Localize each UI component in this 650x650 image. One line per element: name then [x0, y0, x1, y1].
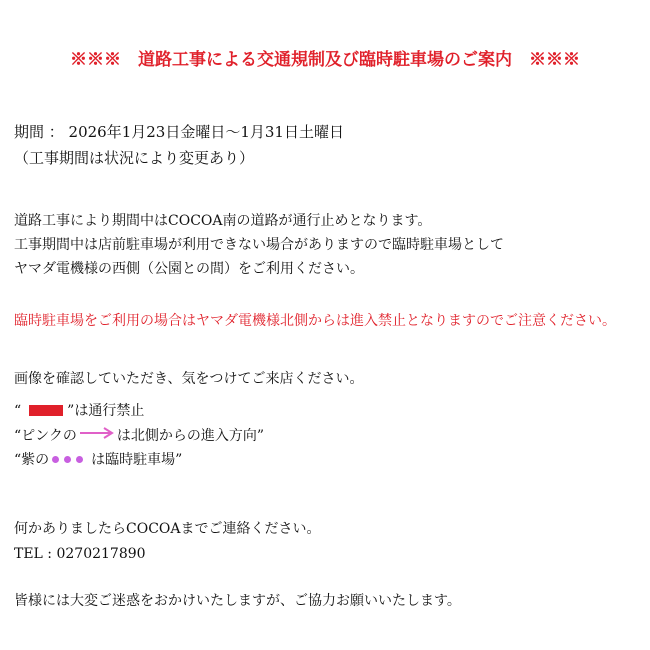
legend-red-open-quote: “ — [14, 403, 22, 419]
body-line-1: 道路工事により期間中はCOCOA南の道路が通行止めとなります。 — [14, 213, 432, 229]
notice-title: ※※※ 道路工事による交通規制及び臨時駐車場のご案内 ※※※ — [70, 50, 580, 70]
legend-red-row — [14, 402, 144, 420]
legend-pink-text: は北側からの進入方向” — [116, 428, 265, 444]
body-line-2: 工事期間中は店前駐車場が利用できない場合がありますので臨時駐車場として — [14, 237, 504, 253]
legend-purple-row — [14, 450, 182, 470]
legend-pink-row — [14, 426, 264, 446]
pink-arrow-icon — [79, 426, 115, 444]
purple-dots-icon — [52, 450, 88, 468]
red-block-swatch-icon — [29, 405, 63, 416]
contact-line: 何かありましたらCOCOAまでご連絡ください。 — [14, 521, 321, 537]
no-entry-warning: 臨時駐車場をご利用の場合はヤマダ電機様北側からは進入禁止となりますのでご注意ください。 — [14, 313, 616, 329]
body-line-3: ヤマダ電機様の西側（公園との間）をご利用ください。 — [14, 261, 364, 277]
legend-pink-prefix: “ピンクの — [14, 428, 77, 444]
contact-tel: TEL : 0270217890 — [14, 546, 146, 562]
period-note: （工事期間は状況により変更あり） — [14, 149, 255, 167]
legend-purple-prefix: “紫の — [14, 452, 50, 468]
legend-purple-text: は臨時駐車場” — [91, 452, 183, 468]
image-check-note: 画像を確認していただき、気をつけてご来店ください。 — [14, 371, 364, 387]
closing-message: 皆様には大変ご迷惑をおかけいたしますが、ご協力お願いいたします。 — [14, 593, 461, 609]
period-dates: 期間 ： 2026年1月23日金曜日〜1月31日土曜日 — [14, 123, 344, 141]
legend-red-text: ”は通行禁止 — [67, 403, 145, 419]
